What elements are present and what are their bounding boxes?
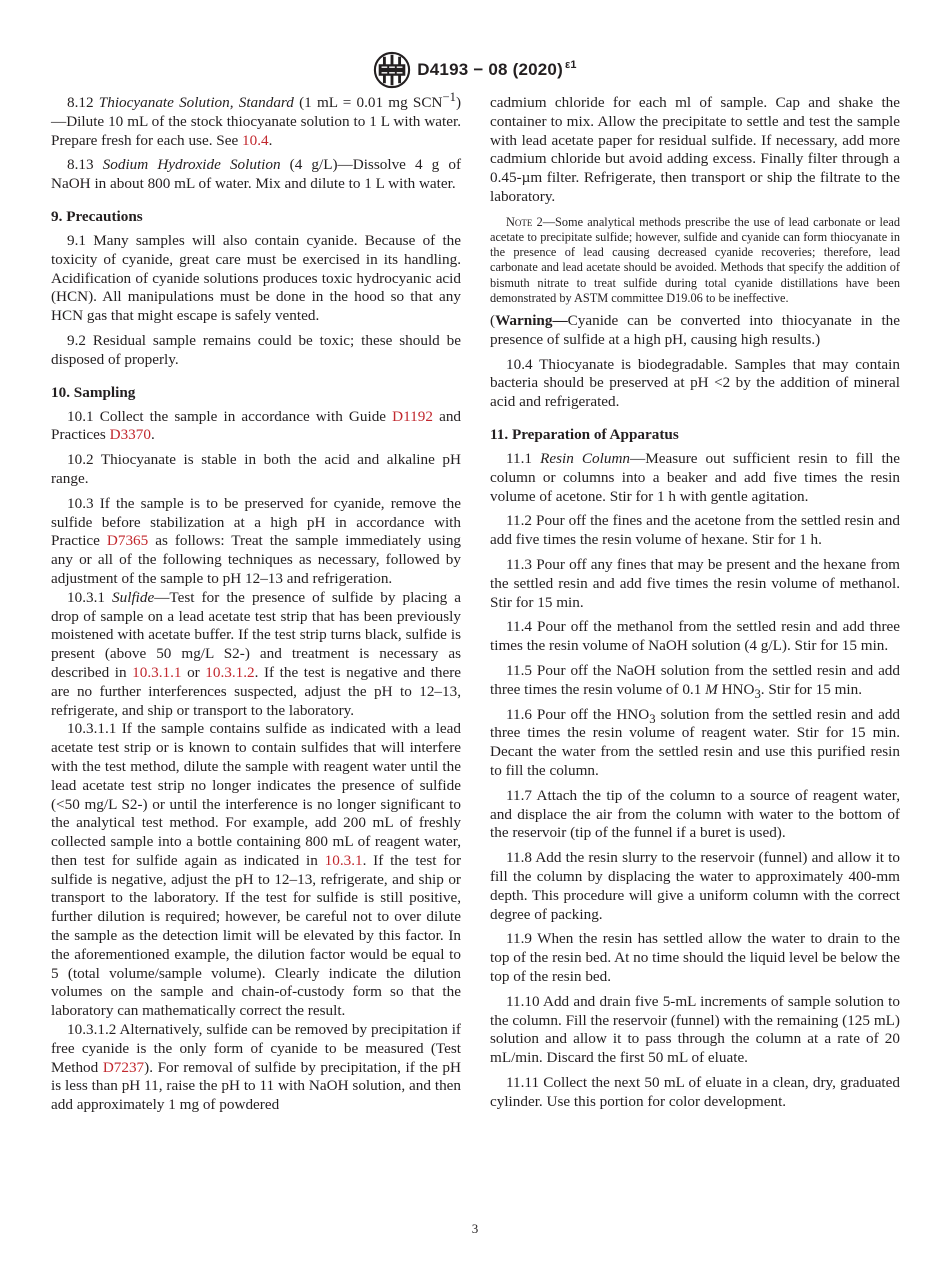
section-11-1: 11.1 Resin Column—Measure out sufficient resin to fill the column or columns into a beaker and add five times the resin volume of acetone. Stir for 1 h with gentle agitation. (490, 449, 901, 505)
section-11-4: 11.4 Pour off the methanol from the settled resin and add three times the resin volume of NaOH solution (4 g/L). Stir for 15 min. (490, 618, 900, 655)
section-10-4: 10.4 Thiocyanate is biodegradable. Samples that may contain bacteria should be preserved at pH <2 by the addition of mineral acid and refrigerated. (490, 355, 900, 411)
section-11-7: 11.7 Attach the tip of the column to a source of reagent water, and displace the air from the column with water to the bottom of the reservoir (tip of the funnel if a buret is used). (490, 786, 900, 842)
section-8-13: 8.13 Sodium Hydroxide Solution (4 g/L)—Dissolve 4 g of NaOH in about 800 mL of water. Mix and dilute to 1 L with water. (51, 156, 462, 193)
link-d7237[interactable]: D7237 (102, 1058, 145, 1076)
section-11-8: 11.8 Add the resin slurry to the reservoir (funnel) and allow it to fill the column by displacing the water to approximately 400-mm depth. This procedure will give a uniform column with the correct degree of packing. (490, 849, 900, 923)
section-10-3-1: 10.3.1 Sulfide—Test for the presence of sulfide by placing a drop of sample on a lead acetate test strip that has been previously moistened with acetate buffer. If the test strip turns black, sulfide is present (above 50 mg/L S2-) and treatment is necessary as described in 10.3.1.1 or 10.3.1.2. If the test is negative and there are no further interferences suspected, adjust the pH to 12–13, refrigerate, and ship or transport to the laboratory. (51, 588, 461, 719)
link-d7365[interactable]: D7365 (106, 532, 149, 550)
heading-preparation-of-apparatus: 11. Preparation of Apparatus (490, 425, 679, 443)
section-11-11: 11.11 Collect the next 50 mL of eluate in a clean, dry, graduated cylinder. Use this portion for color development. (490, 1073, 900, 1110)
section-10-3: 10.3 If the sample is to be preserved for cyanide, remove the sulfide before stabilization at a high pH in accordance with Practice D7365 as follows: Treat the sample immediately using any or all of the following techniques as necessary, followed by adjustment of the sample to pH 12–13 and refrigeration. (51, 494, 462, 587)
section-11-9: 11.9 When the resin has settled allow the water to drain to the top of the resin bed. At no time should the liquid level be below the top of the resin bed. (490, 930, 900, 985)
astm-logo-icon (373, 51, 411, 89)
page-header (0, 50, 950, 90)
section-8-12: 8.12 Thiocyanate Solution, Standard (1 mL = 0.01 mg $SCN^{-1})—Dilute$ 10 mL of the stock thiocyanate solution to 1 L with water. Prepare fresh for each use. See 10.4. (51, 89, 461, 149)
right-column (490, 94, 900, 1117)
link-d3370[interactable]: D3370 (109, 426, 151, 444)
heading-sampling: 10. Sampling (51, 383, 136, 401)
section-10-3-1-1: 10.3.1.1 If the sample contains sulfide as indicated with a lead acetate test strip or is known to contain sulfides that will interfere with the test method, dilute the sample with reagent water until the lead acetate test strip no longer indicates the presence of sulfide (<50 mg/L S2-) or until the interference is no longer significant to the analytical test method. For example, add 200 mL of freshly collected sample into a bottle containing 800 mL of reagent water, then test for sulfide again as indicated in 10.3.1. If the test for sulfide is negative, adjust the pH to 12–13, refrigerate, and ship or transport to the laboratory. If the test for sulfide is still positive, further dilution is required; however, be careful not to over dilute the sample as the detection limit will be elevated by this factor. In the aforementioned example, the dilution factor would be equal to 5 (total volume/sample volume). Clearly indicate the dilution volumes on the sample and chain-of-custody form so that the laboratory can mathematically correct the result. (51, 720, 462, 1020)
page-number: 3 (471, 1221, 479, 1236)
section-9-1: 9.1 Many samples will also contain cyanide. Because of the toxicity of cyanide, great care must be exercised in its handling. Acidification of cyanide solutions produces toxic hydrocyanic acid (HCN). All manipulations must be done in the hood so that any HCN gas that might escape is safely vented. (51, 231, 461, 325)
section-11-5: 11.5 Pour off the NaOH solution from the settled resin and add three times the resin volume of 0.1 M $HNO_3$. Stir for 15 min. (490, 661, 900, 701)
left-column (51, 89, 462, 1115)
section-11-10: 11.10 Add and drain five 5-mL increments of sample solution to the column. Fill the reservoir (funnel) with the remaining (125 mL) solution and allow it to pass through the column at a rate of 20 mL/min. Discard the first 50 mL of eluate. (490, 992, 900, 1067)
link-10-3-1-1[interactable]: 10.3.1.1 (132, 663, 182, 681)
link-10-3-1[interactable]: 10.3.1 (324, 851, 363, 869)
warning: (Warning—Cyanide can be converted into thiocyanate in the presence of sulfide at a high pH, causing high results.) (490, 312, 900, 348)
section-10-1: 10.1 Collect the sample in accordance with Guide D1192 and Practices D3370. (51, 407, 462, 444)
section-11-3: 11.3 Pour off any fines that may be present and the hexane from the settled resin and add five times the resin volume of methanol. Stir for 15 min. (490, 555, 900, 611)
section-10-3-1-2-continued: cadmium chloride for each ml of sample. Cap and shake the container to mix. Allow the precipitate to settle and test the sample with lead acetate paper for residual sulfide. If necessary, add more cadmium chloride but avoid adding excess. Finally filter through a 0.45-µm filter. Refrigerate, then transport or ship the filtrate to the laboratory. (490, 94, 900, 205)
link-10-4[interactable]: 10.4 (242, 131, 269, 149)
heading-precautions: 9. Precautions (51, 207, 143, 225)
section-10-2: 10.2 Thiocyanate is stable in both the acid and alkaline pH range. (51, 451, 461, 487)
section-11-6: 11.6 Pour off the $HNO_3$ solution from the settled resin and add three times the resin volume of reagent water. Stir for 15 min. Decant the water from the settled resin and use this purified resin to fill the column. (490, 705, 901, 779)
document-designation: D4193 − 08 (2020) $^{\varepsilon 1}$ (417, 59, 577, 79)
link-10-3-1-2[interactable]: 10.3.1.2 (205, 663, 255, 681)
note-2: Note 2—Some analytical methods prescribe the use of lead carbonate or lead acetate to precipitate sulfide; however, sulfide and cyanide can form thiocyanate in the presence of lead causing decreased cyanide recoveries; therefore, lead carbonate and lead acetate should be avoided. Methods that specify the addition of bismuth nitrate to treat sulfide during total cyanide distillations have been demonstrated by ASTM committee D19.06 to be ineffective. (490, 214, 900, 305)
section-9-2: 9.2 Residual sample remains could be toxic; these should be disposed of properly. (51, 331, 461, 368)
section-11-2: 11.2 Pour off the fines and the acetone from the settled resin and add five times the resin volume of hexane. Stir for 1 h. (490, 512, 900, 549)
link-d1192[interactable]: D1192 (392, 407, 433, 425)
epsilon-superscript: ε1 (564, 59, 577, 72)
section-10-3-1-2: 10.3.1.2 Alternatively, sulfide can be removed by precipitation if free cyanide is the only form of cyanide to be measured (Test Method D7237). For removal of sulfide by precipitation, if the pH is less than pH 11, raise the pH to 11 with NaOH solution, and then add approximately 1 mg of powdered (51, 1021, 461, 1114)
